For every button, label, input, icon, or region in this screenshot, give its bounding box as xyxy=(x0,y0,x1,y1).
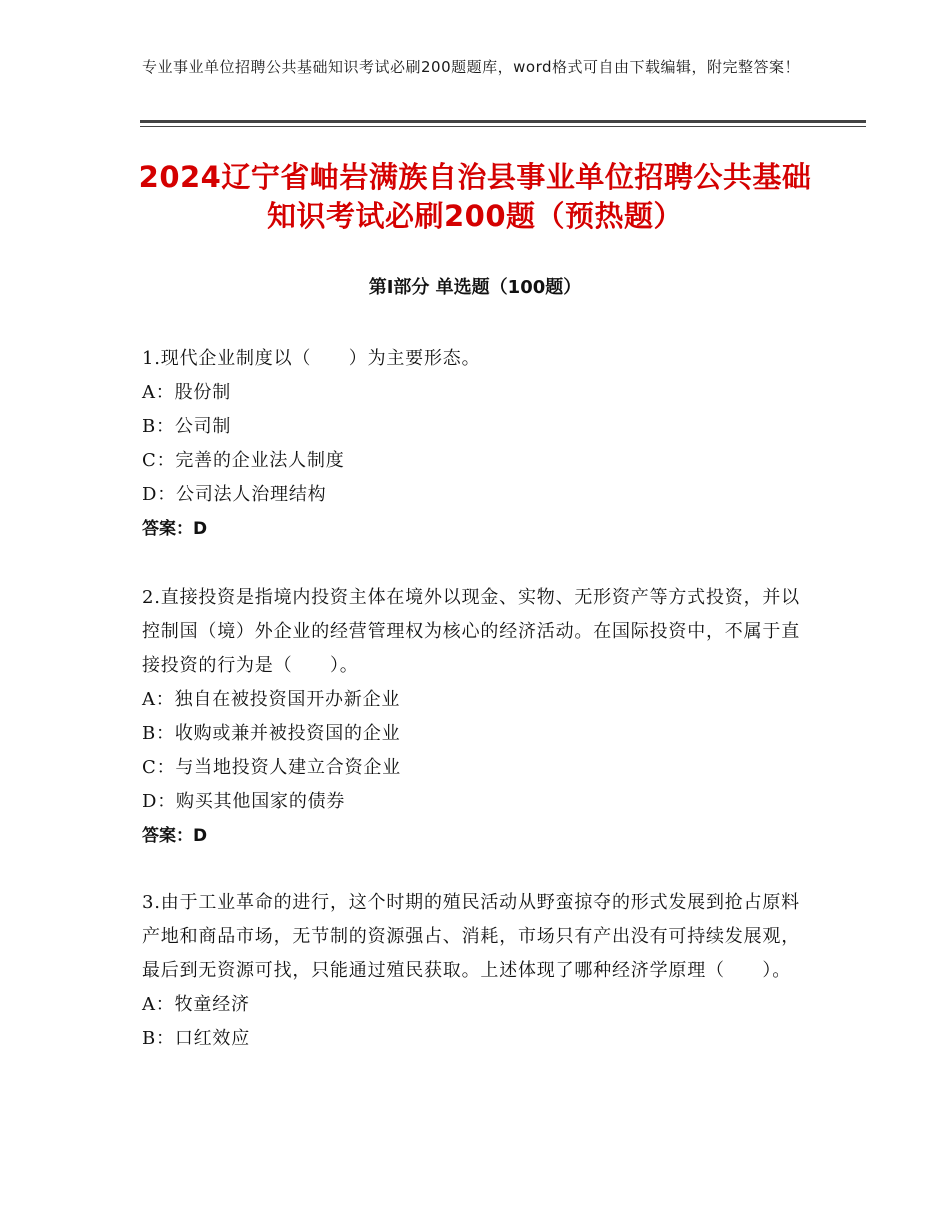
option-c: C：完善的企业法人制度 xyxy=(142,450,345,471)
option-a: A：独自在被投资国开办新企业 xyxy=(142,689,401,710)
question-stem: 2.直接投资是指境内投资主体在境外以现金、实物、无形资产等方式投资，并以控制国（境）外企业的经营管理权为核心的经济活动。在国际投资中，不属于直接投资的行为是（ ）。 xyxy=(142,587,800,676)
option-b: B：口红效应 xyxy=(142,1028,251,1049)
header-note: 专业事业单位招聘公共基础知识考试必刷200题题库，word格式可自由下载编辑，附完整答案！ xyxy=(142,58,801,76)
header-rule-thick xyxy=(140,120,866,123)
option-a: A：股份制 xyxy=(142,382,231,403)
answer: 答案：D xyxy=(142,826,208,846)
option-a: A：牧童经济 xyxy=(142,994,250,1015)
section-title: 第Ⅰ部分 单选题（100题） xyxy=(368,277,582,298)
option-b: B：收购或兼并被投资国的企业 xyxy=(142,723,401,744)
question-stem: 1.现代企业制度以（ ）为主要形态。 xyxy=(142,348,481,369)
question-stem: 3.由于工业革命的进行，这个时期的殖民活动从野蛮掠夺的形式发展到抢占原料产地和商品市场，无节制的资源强占、消耗，市场只有产出没有可持续发展观，最后到无资源可找，只能通过殖民获取。上述体现了哪种经济学原理（ ）。 xyxy=(142,892,800,981)
question-2 xyxy=(142,581,802,853)
header-rule-thin xyxy=(140,126,866,127)
option-b: B：公司制 xyxy=(142,416,232,437)
question-1 xyxy=(142,342,802,546)
option-c: C：与当地投资人建立合资企业 xyxy=(142,757,401,778)
answer: 答案：D xyxy=(142,519,208,539)
question-3 xyxy=(142,886,802,1056)
option-d: D：购买其他国家的债券 xyxy=(142,791,346,812)
document-title: 2024辽宁省岫岩满族自治县事业单位招聘公共基础知识考试必刷200题（预热题） xyxy=(138,160,812,233)
option-d: D：公司法人治理结构 xyxy=(142,484,327,505)
